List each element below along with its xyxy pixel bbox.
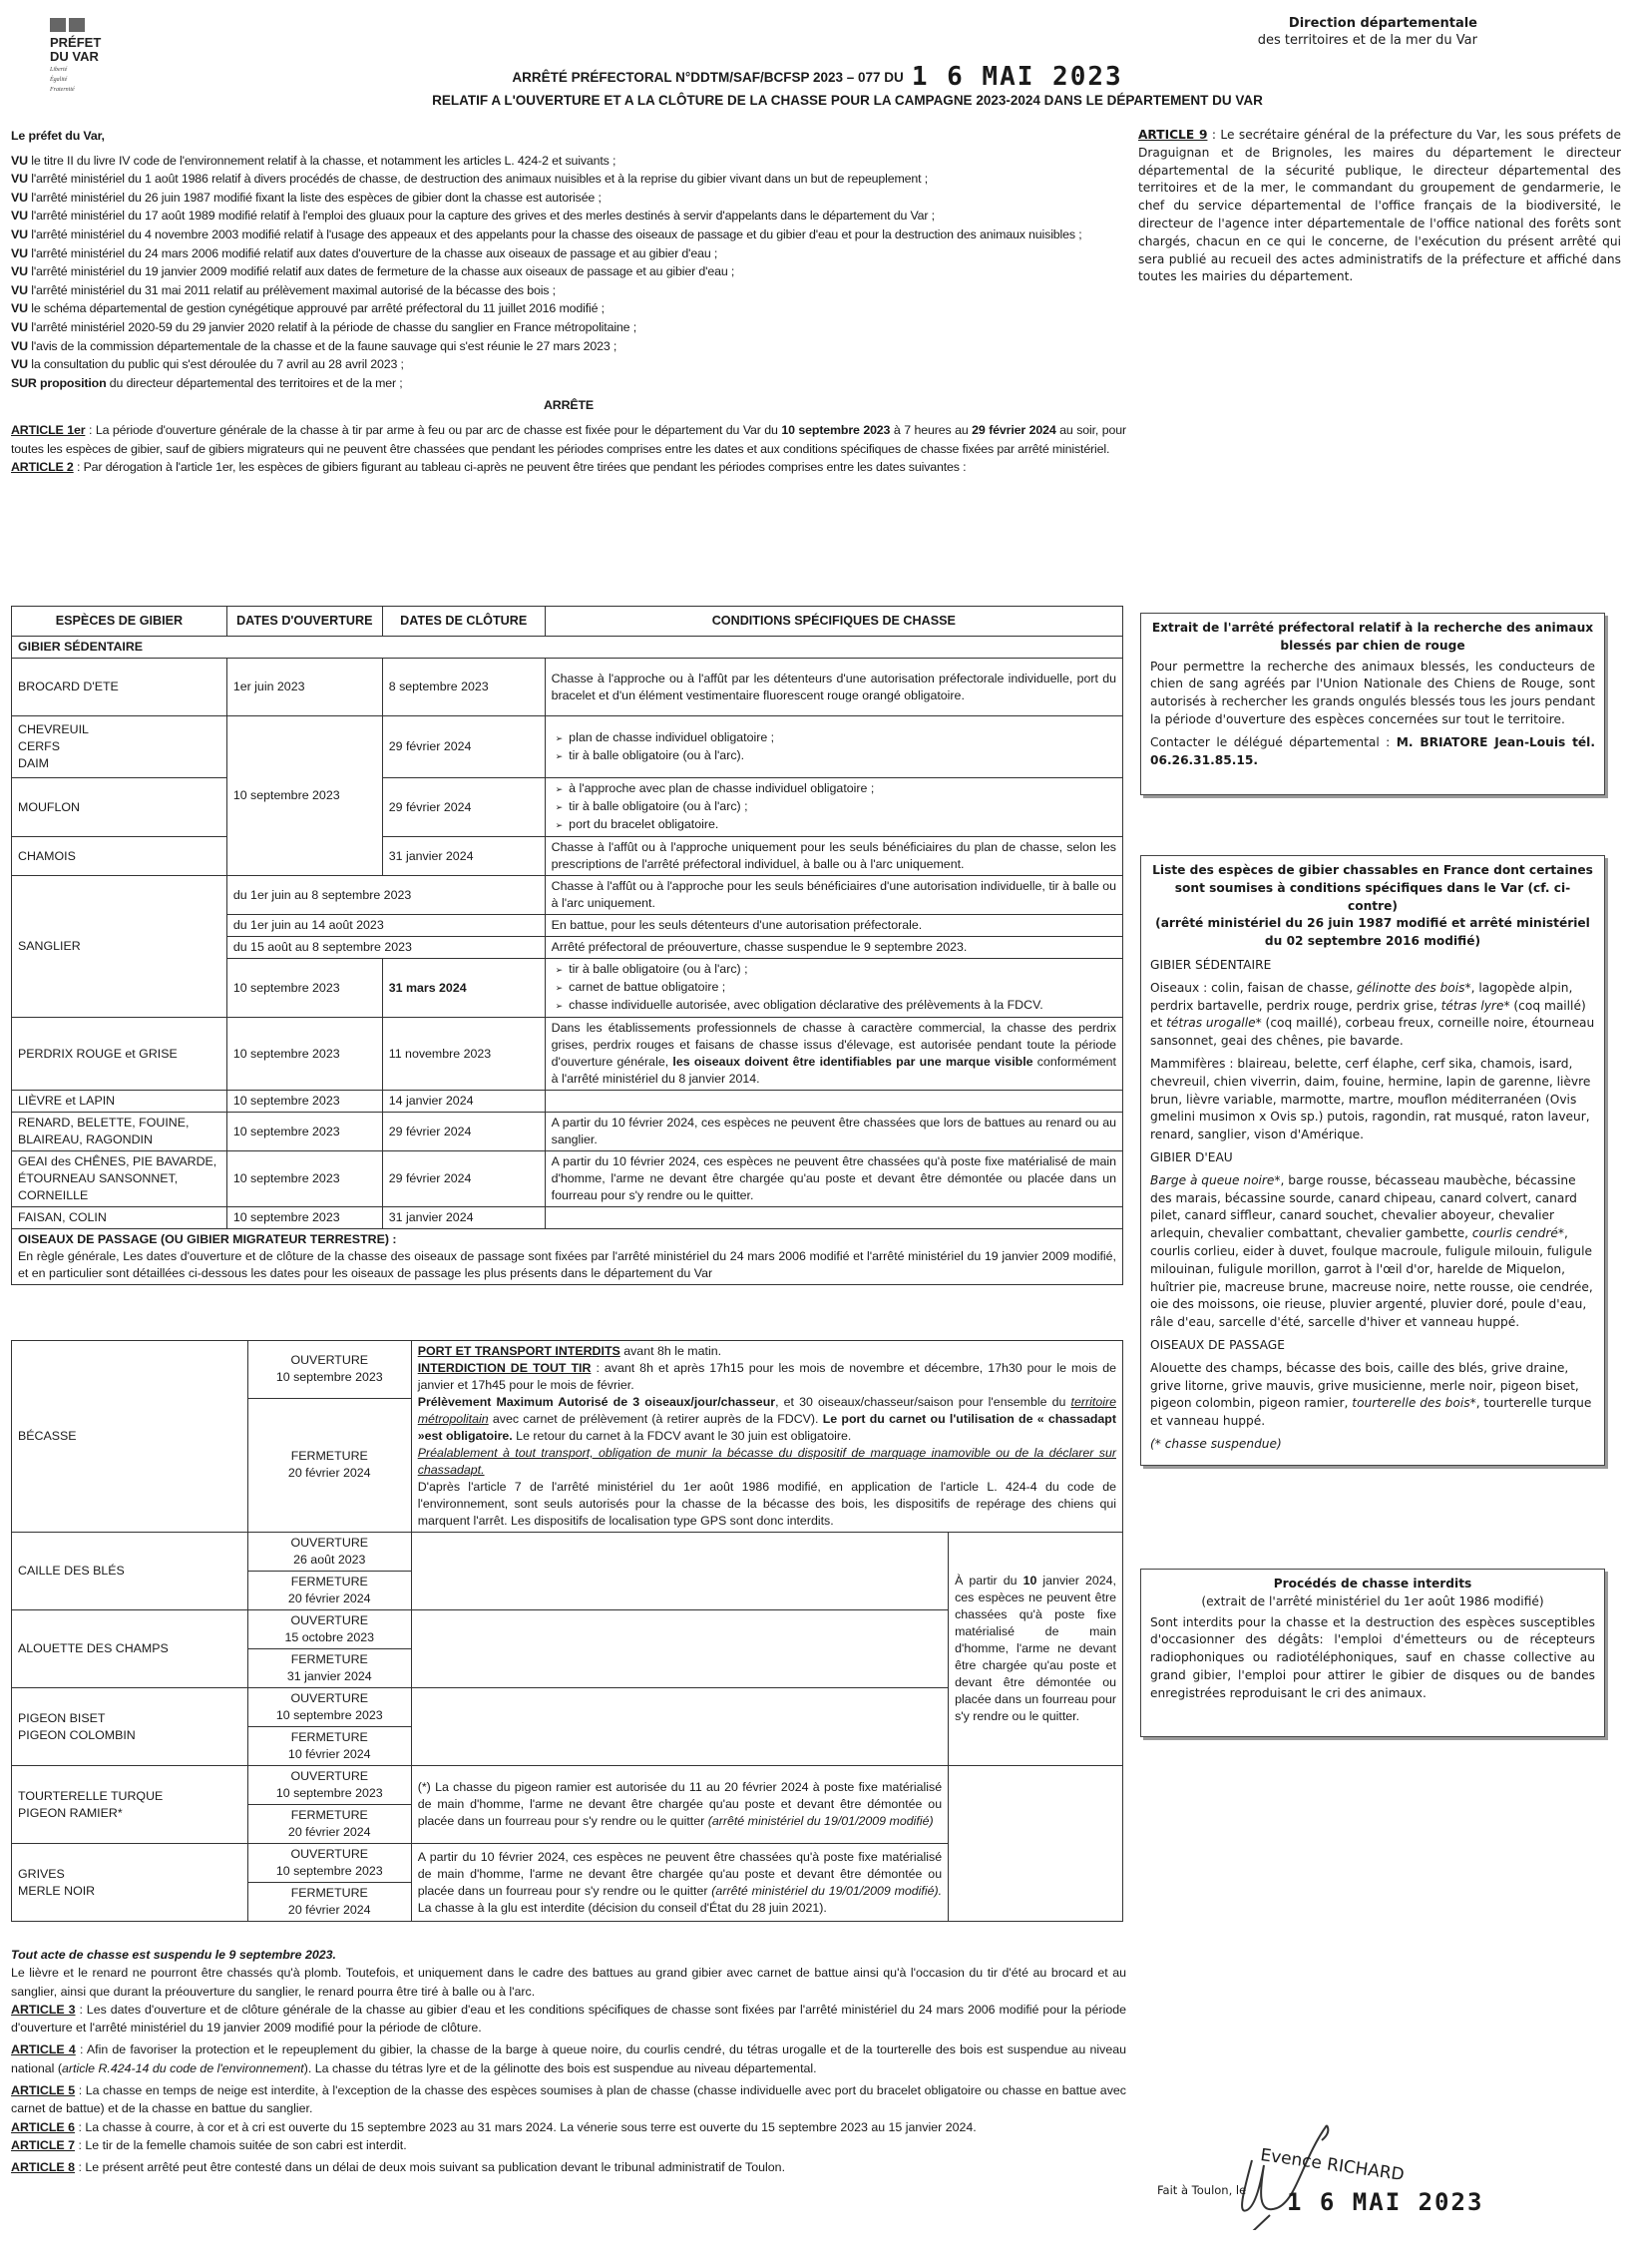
species-cell: MOUFLON: [12, 778, 227, 837]
closing-cell: [247, 1398, 411, 1532]
side-note-bold: 10: [1022, 1574, 1037, 1588]
conditions-cell: En battue, pour les seuls détenteurs d'une autorisation préfectorale.: [545, 915, 1122, 937]
closing-cell: [247, 1805, 411, 1844]
article-1: [11, 421, 1126, 458]
signatory-name: Evence RICHARD: [1259, 2145, 1406, 2186]
article-text: : Le présent arrêté peut être contesté dans un délai de deux mois suivant sa publication devant le tribunal administratif de Toulon.: [75, 2160, 786, 2175]
box-subtitle: (arrêté ministériel du 26 juin 1987 modifié et arrêté ministériel du 02 septembre 2016 modifié): [1155, 916, 1590, 949]
marianne-flag-icon: [50, 18, 88, 32]
condition-item: ➢ tir à balle obligatoire (ou à l'arc) ;: [572, 798, 1116, 816]
article-1-label: ARTICLE 1er: [11, 422, 86, 437]
visa-item: [11, 189, 1126, 208]
article-7: [11, 2136, 1126, 2154]
suspension-note: Tout acte de chasse est suspendu le 9 septembre 2023.: [11, 1948, 336, 1962]
article-9-label: ARTICLE 9: [1138, 128, 1208, 142]
visa-item: [11, 355, 1126, 374]
species-grives: GRIVES: [18, 1866, 65, 1881]
condition-item: ➢ port du bracelet obligatoire.: [572, 816, 1116, 834]
species-pigeon-biset: PIGEON BISET: [18, 1710, 106, 1725]
visa-text: l'arrêté ministériel 2020-59 du 29 janvier 2020 relatif à la période de chasse du sanglier en France métropolitaine ;: [27, 319, 636, 334]
conditions-text: La chasse à la glu est interdite (décision du conseil d'État du 28 juin 2021).: [417, 1900, 827, 1915]
visa-item: [11, 337, 1126, 356]
opening-label: OUVERTURE: [290, 1769, 369, 1783]
article-3: [11, 2001, 1126, 2038]
conditions-text: Dans les établissements professionnels de chasse à caractère commercial, la chasse des perdrix grises, perdrix rouges et faisans de chasse issus d'élevage, est autorisée pendant toute la période d'ouverture générale,: [551, 1021, 1116, 1069]
list-italic: Barge à queue noire*: [1150, 1172, 1281, 1187]
col-header-conditions: CONDITIONS SPÉCIFIQUES DE CHASSE: [545, 607, 1122, 637]
visa-item: [11, 244, 1126, 263]
list-text: , tourterelle turque et vanneau huppé.: [1150, 1396, 1592, 1429]
species-merle-noir: MERLE NOIR: [18, 1883, 96, 1898]
conditions-cell: [411, 1844, 948, 1922]
table-row: [12, 876, 1123, 915]
list-oiseaux: [1150, 980, 1595, 1051]
visa-lead: VU: [11, 245, 28, 260]
col-header-species: ESPÈCES DE GIBIER: [12, 607, 227, 637]
species-cell: GEAI des CHÊNES, PIE BAVARDE, ÉTOURNEAU SANSONNET, CORNEILLE: [12, 1151, 227, 1207]
conditions-text: : avant 8h et après 17h15 pour les mois de novembre et décembre, 17h30 pour le mois de janvier et 17h45 pour le mois de février.: [417, 1361, 1116, 1392]
list-eau: [1150, 1172, 1595, 1332]
logo-motto-1: Liberté: [50, 67, 68, 73]
visa-lead: VU: [11, 190, 28, 205]
article-2: [11, 458, 1126, 477]
table-row: [12, 1151, 1123, 1207]
box-chien-de-rouge: [1140, 613, 1605, 795]
list-text: (coq maillé) et: [1150, 998, 1586, 1031]
opening-cell: [247, 1533, 411, 1572]
table-row: [12, 1091, 1123, 1113]
visa-list: [11, 152, 1126, 393]
side-note-cell: [949, 1533, 1123, 1766]
document-title: [0, 62, 1635, 92]
section-passage: [12, 1229, 1123, 1285]
preamble-intro: Le préfet du Var,: [11, 129, 105, 143]
closing-label: FERMETURE: [290, 1886, 368, 1900]
visa-lead: VU: [11, 357, 28, 372]
opening-date: 10 septembre 2023: [275, 1864, 383, 1878]
species-cell: CAILLE DES BLÉS: [12, 1533, 248, 1610]
species-cell: BÉCASSE: [12, 1341, 248, 1533]
visa-text: l'avis de la commission départementale de la chasse et de la faune sauvage qui s'est réunie le 27 mars 2023 ;: [27, 338, 617, 353]
list-mammiferes: Mammifères : blaireau, belette, cerf élaphe, cerf sika, chamois, isard, chevreuil, chien viverrin, daim, fouine, hermine, lapin de garenne, lièvre brun, lièvre variable, marmotte, martre, mouflon méditerranéen (Ovis gmelini musimon x Ovis sp.) putois, ragondin, rat musqué, raton laveur, renard, sanglier, vison d'Amérique.: [1150, 1056, 1591, 1142]
visa-text: l'arrêté ministériel du 17 août 1989 modifié relatif à l'emploi des gluaux pour la capture des grives et des merles destinés à servir d'appelants dans le département du Var ;: [27, 209, 935, 224]
close-date-cell: 8 septembre 2023: [382, 659, 545, 716]
open-date-cell: 10 septembre 2023: [226, 1018, 382, 1091]
article-8: [11, 2158, 1126, 2176]
opening-date: 10 septembre 2023: [275, 1370, 383, 1385]
condition-gps: D'après l'article 7 de l'arrêté ministériel du 1er août 1986 modifié, en application de l'article L. 424-4 du code de l'environnement, sont seuls autorisés pour la chasse de la bécasse des bois, les dispositifs de repérage des chiens qui marquent l'arrêt. Les dispositifs de localisation type GPS sont donc interdits.: [417, 1480, 1116, 1528]
condition-item: ➢ tir à balle obligatoire (ou à l'arc).: [572, 747, 1116, 765]
condition-item: ➢ carnet de battue obligatoire ;: [572, 979, 1116, 997]
visa-lead: VU: [11, 319, 28, 334]
species-tourterelle: TOURTERELLE TURQUE: [18, 1788, 164, 1803]
closing-date: 20 février 2024: [287, 1591, 371, 1605]
conditions-italic: (arrêté ministériel du 19/01/2009 modifié).: [711, 1883, 943, 1898]
conditions-cell: Arrêté préfectoral de préouverture, chasse suspendue le 9 septembre 2023.: [545, 937, 1122, 959]
closing-label: FERMETURE: [290, 1730, 368, 1744]
conditions-bold: les oiseaux doivent être identifiables par une marque visible: [672, 1055, 1033, 1069]
species-cell: RENARD, BELETTE, FOUINE, BLAIREAU, RAGONDIN: [12, 1113, 227, 1151]
table-row: [12, 1341, 1123, 1399]
conditions-cell: Chasse à l'affût ou à l'approche uniquement pour les seuls bénéficiaires du plan de chasse, selon les prescriptions de l'arrêté préfectoral individuel, à balle ou à l'arc uniquement.: [545, 837, 1122, 876]
list-italic: tourterelle des bois*: [1352, 1396, 1476, 1411]
closing-label: FERMETURE: [290, 1449, 368, 1464]
visa-text: le schéma départemental de gestion cynégétique approuvé par arrêté préfectoral du 11 juillet 2016 modifié ;: [27, 301, 605, 316]
conditions-text: (*) La chasse du pigeon ramier est autorisée du 11 au 20 février 2024 à poste fixe matérialisé de main d'homme, l'arme ne devant être chargée qu'au poste et devant être démontée ou placée dans un fourreau pour s'y rendre ou le quitter: [417, 1780, 943, 1828]
close-date-cell: 29 février 2024: [382, 1113, 545, 1151]
opening-date: 10 septembre 2023: [275, 1708, 383, 1722]
open-date-cell: 1er juin 2023: [226, 659, 382, 716]
conditions-text: Le retour du carnet à la FDCV avant le 30 juin est obligatoire.: [512, 1429, 852, 1443]
closing-date: 20 février 2024: [287, 1466, 371, 1481]
article-text: ). La chasse du tétras lyre et de la gélinotte des bois est suspendue au niveau départemental.: [303, 2060, 817, 2075]
condition-marquage: Préalablement à tout transport, obligation de munir la bécasse du dispositif de marquage inamovible ou de la déclarer sur chassadapt.: [417, 1446, 1116, 1477]
title-line1: ARRÊTÉ PRÉFECTORAL N°DDTM/SAF/BCFSP 2023 – 077 DU: [512, 70, 904, 85]
table-row: [12, 1113, 1123, 1151]
opening-cell: [247, 1766, 411, 1805]
species-cell: BROCARD D'ETE: [12, 659, 227, 716]
period-cell: du 1er juin au 8 septembre 2023: [226, 876, 545, 915]
table-row: [12, 837, 1123, 876]
condition-pma: Prélèvement Maximum Autorisé de 3 oiseaux/jour/chasseur: [417, 1395, 776, 1409]
table-row: [12, 659, 1123, 716]
open-date-cell: 10 septembre 2023: [226, 1151, 382, 1207]
close-date-cell: 31 janvier 2024: [382, 837, 545, 876]
direction-line1: Direction départementale: [1288, 16, 1477, 31]
species-chevreuil: CHEVREUIL: [18, 722, 89, 736]
conditions-cell: Chasse à l'affût ou à l'approche pour les seuls bénéficiaires d'une autorisation individuelle, tir à balle ou à l'arc uniquement.: [545, 876, 1122, 915]
species-daim: DAIM: [18, 756, 49, 770]
visa-text: le titre II du livre IV code de l'environnement relatif à la chasse, et notamment les articles L. 424-2 et suivants ;: [27, 153, 616, 168]
closing-cell: [247, 1883, 411, 1922]
visa-lead: VU: [11, 209, 28, 224]
visa-lead: VU: [11, 153, 28, 168]
box-subtitle: (extrait de l'arrêté ministériel du 1er août 1986 modifié): [1201, 1593, 1544, 1608]
heading-sedentaire: GIBIER SÉDENTAIRE: [1150, 957, 1272, 972]
opening-cell: [247, 1610, 411, 1649]
direction-header: [1258, 15, 1477, 49]
heading-eau: GIBIER D'EAU: [1150, 1149, 1233, 1164]
close-date-cell: 31 mars 2024: [382, 959, 545, 1018]
direction-line2: des territoires et de la mer du Var: [1257, 33, 1477, 48]
list-italic: gélinotte des bois*: [1357, 980, 1471, 995]
open-date-cell: 10 septembre 2023: [226, 716, 382, 876]
article-9-text: : Le secrétaire général de la préfecture du Var, les sous préfets de Draguignan et de Brignoles, les maires du département le directeur départemental de la sécurité publique, le directeur départemental des territoires et de la mer, le commandant du groupement de gendarmerie, le chef du service départemental de l'office français de la biodiversité, le directeur de l'agence inter départementale de l'office national des forêts sont chargés, chacun en ce qui le concerne, de l'exécution du présent arrêté qui sera publié au recueil des actes administratifs de la préfecture et affiché dans toutes les mairies du département.: [1138, 128, 1621, 284]
article-list: [11, 2001, 1126, 2177]
close-date-cell: 29 février 2024: [382, 716, 545, 778]
side-note-text: janvier 2024, ces espèces ne peuvent être chassées qu'à poste fixe matérialisé de main d'homme, l'arme ne devant être chargée qu'au poste et devant être démontée ou placée dans un fourreau pour s'y rendre ou le quitter.: [955, 1574, 1116, 1723]
opening-label: OUVERTURE: [290, 1536, 369, 1550]
box-procedes-interdits: [1140, 1569, 1605, 1737]
closing-articles: [11, 1946, 1126, 2177]
article-1-start-date: 10 septembre 2023: [781, 422, 891, 437]
box-body: Pour permettre la recherche des animaux blessés, les conducteurs de chien de sang agréés par l'Union Nationale des Chiens de Rouge, sont autorisés à rechercher les grands ongulés blessés tous les jours pendant la période d'ouverture des espèces concernées sur tout le territoire.: [1150, 659, 1595, 726]
list-text: , barge rousse, bécasseau maubèche, bécassine des marais, bécassine sourde, canard chipeau, canard colvert, canard pilet, canard siffleur, canard souchet, chevalier aboyeur, chevalier arlequin, chevalier combattant, chevalier gambette,: [1150, 1172, 1577, 1241]
closing-date: 31 janvier 2024: [286, 1669, 372, 1683]
logo-name-line1: PRÉFET: [50, 35, 102, 50]
species-cell: LIÈVRE et LAPIN: [12, 1091, 227, 1113]
visa-item: [11, 318, 1126, 337]
species-cerfs: CERFS: [18, 739, 60, 753]
article-text: : La chasse en temps de neige est interdite, à l'exception de la chasse des espèces soumises à plan de chasse (chasse individuelle avec port du bracelet obligatoire ou chasse en battue avec carnet de battue) et de la chasse en battue du sanglier.: [11, 2083, 1126, 2116]
condition-item: ➢ plan de chasse individuel obligatoire ;: [572, 729, 1116, 747]
visa-lead: VU: [11, 264, 28, 279]
close-date-cell: 11 novembre 2023: [382, 1018, 545, 1091]
closing-label: FERMETURE: [290, 1652, 368, 1666]
article-text: : Afin de favoriser la protection et le repeuplement du gibier, la chasse de la barge à queue noire, du courlis cendré, du tétras urogalle et de la tourterelle des bois est suspendue au niveau national (: [11, 2042, 1126, 2075]
visa-item: [11, 299, 1126, 318]
condition-item: ➢ tir à balle obligatoire (ou à l'arc) ;: [572, 961, 1116, 979]
article-2-text: : Par dérogation à l'article 1er, les espèces de gibiers figurant au tableau ci-après ne peuvent être tirées que pendant les périodes comprises entre les dates suivantes :: [73, 460, 967, 475]
migratory-birds-table: [11, 1340, 1123, 1922]
article-text: : Les dates d'ouverture et de clôture générale de la chasse au gibier d'eau et les conditions spécifiques de chasse sont fixées par l'arrêté ministériel du 24 mars 2006 modifié pour la période d'ouverture et l'arrêté ministériel du 19 janvier 2009 modifié pour la période de clôture.: [11, 2002, 1126, 2036]
logo-name-line2: DU VAR: [50, 49, 99, 64]
condition-item: ➢ à l'approche avec plan de chasse individuel obligatoire ;: [572, 780, 1116, 798]
article-1-text-a: : La période d'ouverture générale de la chasse à tir par arme à feu ou par arc de chasse est fixée pour le département du Var du: [85, 422, 782, 437]
visa-text: l'arrêté ministériel du 26 juin 1987 modifié fixant la liste des espèces de gibier dont la chasse est autorisée ;: [27, 190, 602, 205]
species-cell: [12, 1766, 248, 1844]
table-row: [12, 1766, 1123, 1805]
conditions-text: avec carnet de prélèvement (à retirer auprès de la FDCV).: [488, 1412, 823, 1426]
conditions-cell: [411, 1341, 1122, 1533]
article-label: ARTICLE 4: [11, 2042, 76, 2057]
section-passage-intro: En règle générale, Les dates d'ouverture et de clôture de la chasse des oiseaux de passage sont fixées par l'arrêté ministériel du 24 mars 2006 modifié et l'arrêté ministériel du 19 janvier 2009 modifié, et en particulier sont détaillées ci-dessous les dates pour les oiseaux de passage les plus présents dans le département du Var: [18, 1249, 1116, 1280]
box-title: Extrait de l'arrêté préfectoral relatif à la recherche des animaux blessés par chien de rouge: [1151, 621, 1594, 653]
conditions-cell: [545, 1207, 1122, 1229]
list-text: Oiseaux : colin, faisan de chasse,: [1150, 980, 1357, 995]
article-9: [1138, 127, 1621, 286]
visa-item: [11, 262, 1126, 281]
visa-item: [11, 226, 1126, 244]
visa-item: [11, 281, 1126, 300]
opening-label: OUVERTURE: [290, 1353, 369, 1368]
species-cell: [12, 716, 227, 778]
opening-label: OUVERTURE: [290, 1613, 369, 1627]
visa-lead: VU: [11, 338, 28, 353]
conditions-text: , et 30 oiseaux/chasseur/saison pour l'ensemble du: [775, 1395, 1071, 1409]
signature-date-stamp: 1 6 MAI 2023: [1287, 2188, 1484, 2216]
section-sedentaire: GIBIER SÉDENTAIRE: [12, 637, 1123, 659]
close-date-cell: 29 février 2024: [382, 1151, 545, 1207]
article-1-text-b: à 7 heures au: [890, 422, 973, 437]
closing-cell: [247, 1649, 411, 1688]
species-cell: FAISAN, COLIN: [12, 1207, 227, 1229]
article-label: ARTICLE 5: [11, 2083, 76, 2098]
visa-item: [11, 374, 1126, 393]
article-5: [11, 2081, 1126, 2118]
opening-cell: [247, 1844, 411, 1883]
preamble: [11, 127, 1126, 477]
conditions-cell: A partir du 10 février 2024, ces espèces ne peuvent être chassées qu'à poste fixe matérialisé de main d'homme, l'arme ne devant être chargée qu'au poste et devant être démontée ou placée dans un fourreau pour s'y rendre ou le quitter.: [545, 1151, 1122, 1207]
table-row: [12, 1533, 1123, 1572]
species-cell: ALOUETTE DES CHAMPS: [12, 1610, 248, 1688]
conditions-cell: [545, 778, 1122, 837]
logo-motto-3: Fraternité: [50, 87, 75, 93]
article-1-text-c: au soir, pour toutes les espèces de gibier, sauf de gibiers migrateurs qui ne peuvent être chassées que pendant les périodes comprises entre les dates et aux conditions spécifiques de chasse fixées par arrêté ministériel.: [11, 422, 1126, 456]
conditions-cell: [411, 1610, 948, 1688]
hunting-dates-table: [11, 606, 1123, 1285]
visa-lead: SUR proposition: [11, 375, 107, 390]
contact-person: M. BRIATORE Jean-Louis tél. 06.26.31.85.15.: [1150, 734, 1595, 767]
conditions-italic: (arrêté ministériel du 19/01/2009 modifié): [707, 1814, 934, 1828]
close-date-cell: 29 février 2024: [382, 778, 545, 837]
period-cell: du 15 août au 8 septembre 2023: [226, 937, 545, 959]
closing-label: FERMETURE: [290, 1575, 368, 1588]
closing-cell: [247, 1727, 411, 1766]
species-pigeon-ramier: PIGEON RAMIER*: [18, 1805, 123, 1820]
conditions-cell: [411, 1533, 948, 1610]
open-date-cell: 10 septembre 2023: [226, 1091, 382, 1113]
closing-date: 10 février 2024: [287, 1747, 371, 1761]
species-cell: [12, 1688, 248, 1766]
list-italic: tétras lyre*: [1440, 998, 1510, 1013]
opening-label: OUVERTURE: [290, 1691, 369, 1705]
conditions-cell: [545, 1091, 1122, 1113]
condition-transport: PORT ET TRANSPORT INTERDITS: [417, 1344, 620, 1358]
article-label: ARTICLE 8: [11, 2160, 76, 2175]
side-note-text: À partir du: [955, 1574, 1023, 1588]
opening-cell: [247, 1688, 411, 1727]
table-row: [12, 1207, 1123, 1229]
opening-date: 10 septembre 2023: [275, 1786, 383, 1800]
opening-date: 15 octobre 2023: [284, 1630, 375, 1644]
species-cell: [12, 1844, 248, 1922]
box-contact: [1150, 734, 1595, 770]
condition-tir: INTERDICTION DE TOUT TIR: [417, 1361, 592, 1375]
article-6: [11, 2118, 1126, 2136]
visa-text: l'arrêté ministériel du 31 mai 2011 relatif au prélèvement maximal autorisé de la bécasse des bois ;: [27, 282, 556, 297]
conditions-text: conformément à l'arrêté ministériel du 8 janvier 2014.: [551, 1055, 1116, 1086]
article-4: [11, 2041, 1126, 2077]
species-cell: SANGLIER: [12, 876, 227, 1018]
visa-lead: VU: [11, 282, 28, 297]
logo-motto-2: Égalité: [50, 77, 68, 83]
list-italic: courlis cendré*: [1471, 1226, 1564, 1241]
article-2-label: ARTICLE 2: [11, 460, 74, 475]
article-text: : Le tir de la femelle chamois suitée de son cabri est interdit.: [75, 2137, 407, 2152]
open-date-cell: 10 septembre 2023: [226, 1207, 382, 1229]
opening-label: OUVERTURE: [290, 1847, 369, 1861]
plomb-note: Le lièvre et le renard ne pourront être chassés qu'à plomb. Toutefois, et uniquement dans le cadre des battues au grand gibier avec carnet de battue ainsi qu'à l'occasion du tir d'été au brocard et au sanglier, ainsi que durant la préouverture du sanglier, le renard pourra être tiré à balle ou à l'arc.: [11, 1966, 1126, 1999]
visa-text: du directeur départemental des territoires et de la mer ;: [106, 375, 403, 390]
visa-lead: VU: [11, 172, 28, 187]
box-title: Procédés de chasse interdits: [1273, 1577, 1472, 1590]
conditions-text: avant 8h le matin.: [619, 1344, 722, 1358]
list-text: , lagopède alpin, perdrix bartavelle, perdrix rouge, perdrix grise,: [1150, 980, 1573, 1013]
opening-date: 26 août 2023: [293, 1553, 366, 1567]
article-label: ARTICLE 3: [11, 2002, 76, 2017]
condition-item: ➢ chasse individuelle autorisée, avec obligation déclarative des prélèvements à la FDCV.: [572, 997, 1116, 1015]
visa-text: l'arrêté ministériel du 24 mars 2006 modifié relatif aux dates d'ouverture de la chasse aux oiseaux de passage et au gibier d'eau ;: [27, 245, 718, 260]
signature-place: Fait à Toulon, le: [1157, 2183, 1247, 2197]
contact-label: Contacter le délégué départemental :: [1150, 734, 1397, 749]
conditions-cell: [545, 716, 1122, 778]
list-italic: tétras urogalle*: [1166, 1016, 1262, 1031]
article-label: ARTICLE 6: [11, 2119, 76, 2134]
box-title: Liste des espèces de gibier chassables en France dont certaines sont soumises à conditions spécifiques dans le Var (cf. ci-contre): [1152, 863, 1593, 913]
closing-date: 20 février 2024: [287, 1903, 371, 1917]
open-date-cell: 10 septembre 2023: [226, 959, 382, 1018]
visa-text: l'arrêté ministériel du 1 août 1986 relatif à divers procédés de chasse, de destruction des animaux nuisibles et à la reprise du gibier vivant dans un but de repeuplement ;: [27, 172, 929, 187]
conditions-cell: A partir du 10 février 2024, ces espèces ne peuvent être chassées que lors de battues au renard ou au sanglier.: [545, 1113, 1122, 1151]
side-empty-cell: [949, 1766, 1123, 1922]
suspended-footnote: (* chasse suspendue): [1150, 1436, 1282, 1451]
table-row: [12, 1018, 1123, 1091]
list-text: (coq maillé), corbeau freux, corneille noire, étourneau sansonnet, geai des chênes, pie bavarde.: [1150, 1016, 1595, 1049]
heading-passage: OISEAUX DE PASSAGE: [1150, 1337, 1285, 1352]
title-date-stamp: 1 6 MAI 2023: [911, 62, 1123, 92]
conditions-cell: [411, 1766, 948, 1844]
table-row: [12, 778, 1123, 837]
closing-label: FERMETURE: [290, 1808, 368, 1822]
box-body: Sont interdits pour la chasse et la destruction des espèces susceptibles d'occasionner des dégâts: l'emploi d'émetteurs ou de récepteurs radiophoniques ou radiotéléphoniques, sauf en chasse collective au grand gibier, l'emploi pour attirer le gibier de disques ou de bandes enregistrées reproduisant le cri des animaux.: [1150, 1614, 1595, 1700]
conditions-cell: [411, 1688, 948, 1766]
article-1-end-date: 29 février 2024: [972, 422, 1056, 437]
conditions-cell: [545, 959, 1122, 1018]
visa-lead: VU: [11, 301, 28, 316]
visa-text: l'arrêté ministériel du 19 janvier 2009 modifié relatif aux dates de fermeture de la chasse aux oiseaux de passage et au gibier d'eau ;: [27, 264, 735, 279]
list-text: Alouette des champs, bécasse des bois, caille des blés, grive draine, grive litorne, grive mauvis, grive musicienne, merle noir, pigeon biset, pigeon colombin, pigeon ramier,: [1150, 1360, 1579, 1411]
arrete-heading: ARRÊTE: [543, 398, 595, 413]
species-cell: CHAMOIS: [12, 837, 227, 876]
closing-date: 20 février 2024: [287, 1825, 371, 1839]
conditions-bold: Le port du carnet ou l'utilisation de « chassadapt »est obligatoire.: [417, 1412, 1116, 1443]
table-header-row: [12, 607, 1123, 637]
visa-text: l'arrêté ministériel du 4 novembre 2003 modifié relatif à l'usage des appeaux et des appelants pour la chasse des oiseaux de passage et du gibier d'eau et pour la destruction des animaux nuisibles ;: [27, 227, 1082, 241]
visa-lead: VU: [11, 227, 28, 241]
article-italic: article R.424-14 du code de l'environnement: [61, 2060, 304, 2075]
visa-item: [11, 170, 1126, 189]
conditions-cell: Chasse à l'approche ou à l'affût par les détenteurs d'une autorisation préfectorale individuelle, port du bracelet et d'un élément vestimentaire fluorescent rouge orangé obligatoire.: [545, 659, 1122, 716]
col-header-opening: DATES D'OUVERTURE: [226, 607, 382, 637]
open-date-cell: 10 septembre 2023: [226, 1113, 382, 1151]
col-header-closing: DATES DE CLÔTURE: [382, 607, 545, 637]
list-passage: [1150, 1360, 1595, 1431]
opening-cell: [247, 1341, 411, 1399]
article-text: : La chasse à courre, à cor et à cri est ouverte du 15 septembre 2023 au 31 mars 2024. La vénerie sous terre est ouverte du 15 septembre 2023 au 15 janvier 2024.: [75, 2119, 977, 2134]
conditions-italic: territoire métropolitain: [417, 1395, 1116, 1426]
period-cell: du 1er juin au 14 août 2023: [226, 915, 545, 937]
section-passage-title: OISEAUX DE PASSAGE (OU GIBIER MIGRATEUR TERRESTRE) :: [18, 1232, 397, 1246]
article-label: ARTICLE 7: [11, 2137, 76, 2152]
box-species-list: [1140, 855, 1605, 1466]
conditions-cell: [545, 1018, 1122, 1091]
document-subtitle: RELATIF A L'OUVERTURE ET A LA CLÔTURE DE LA CHASSE POUR LA CAMPAGNE 2023-2024 DANS LE DÉPARTEMENT DU VAR: [432, 93, 1263, 108]
visa-item: [11, 152, 1126, 171]
conditions-text: A partir du 10 février 2024, ces espèces ne peuvent être chassées qu'à poste fixe matérialisé de main d'homme, l'arme ne devant être chargée qu'au poste et devant être démontée ou placée dans un fourreau pour s'y rendre ou le quitter: [417, 1849, 943, 1898]
visa-item: [11, 207, 1126, 226]
list-text: , courlis corlieu, eider à duvet, foulque macroule, fuligule milouin, fuligule milouinan, fuligule morillon, garrot à l'œil d'or, harelde de Miquelon, huîtrier pie, macreuse brune, macreuse noire, nette rousse, oie cendrée, oie des moissons, oie rieuse, pluvier argenté, pluvier doré, poule d'eau, râle d'eau, sarcelle d'été, sarcelle d'hiver et vanneau huppé.: [1150, 1226, 1593, 1330]
close-date-cell: 14 janvier 2024: [382, 1091, 545, 1113]
table-row: [12, 716, 1123, 778]
close-date-cell: 31 janvier 2024: [382, 1207, 545, 1229]
species-cell: PERDRIX ROUGE et GRISE: [12, 1018, 227, 1091]
visa-text: la consultation du public qui s'est déroulée du 7 avril au 28 avril 2023 ;: [27, 357, 404, 372]
species-pigeon-colombin: PIGEON COLOMBIN: [18, 1727, 136, 1742]
closing-cell: [247, 1572, 411, 1610]
